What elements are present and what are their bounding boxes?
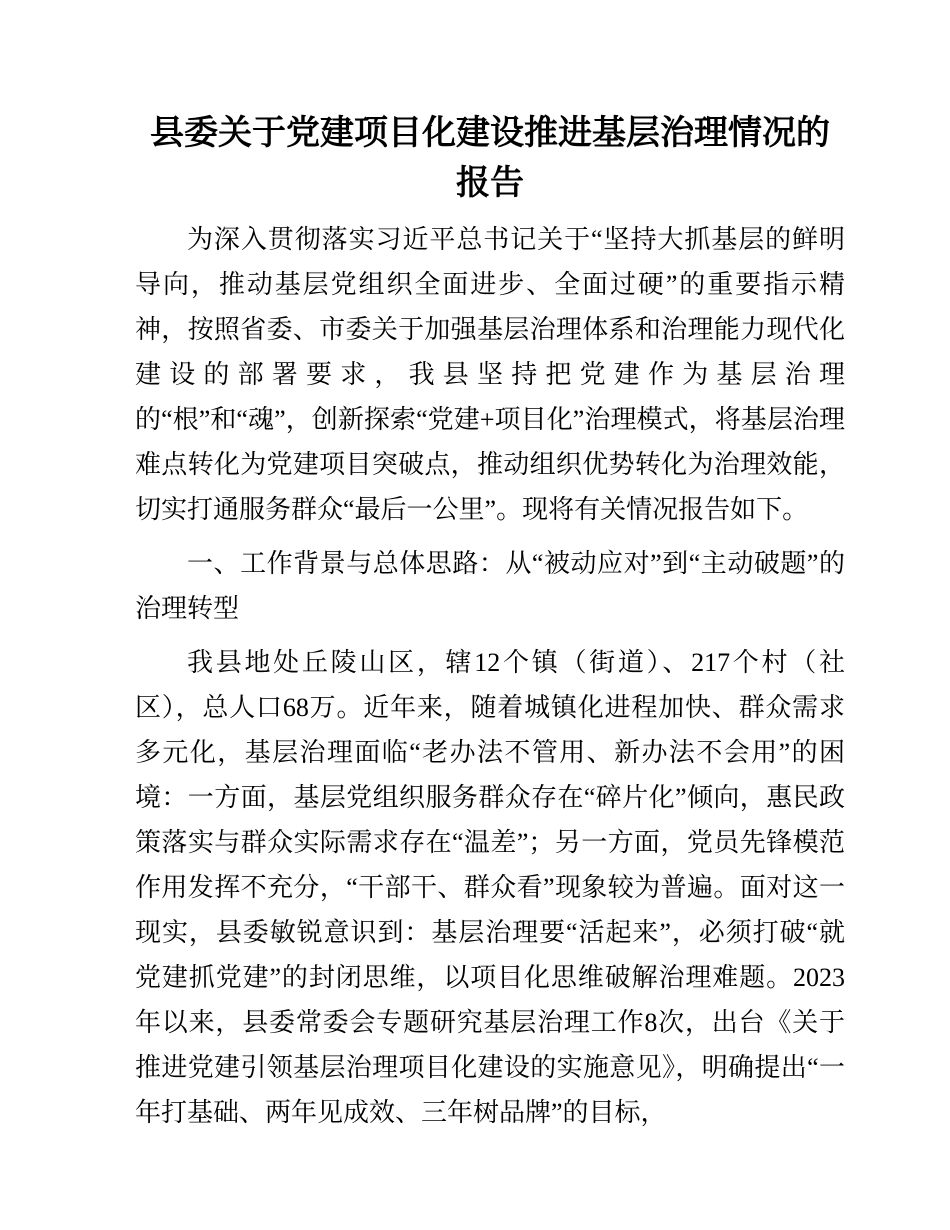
section-heading: 一、工作背景与总体思路：从“被动应对”到“主动破题”的治理转型 <box>135 549 845 623</box>
document-title: 县委关于党建项目化建设推进基层治理情况的报告 <box>150 114 830 202</box>
body-paragraph: 我县地处丘陵山区，辖12个镇（街道）、217个村（社区），总人口68万。近年来，随着城镇化进程加快、群众需求多元化，基层治理面临“老办法不管用、新办法不会用”的困境：一方面，基层党组织服务群众存在“碎片化”倾向，惠民政策落实与群众实际需求存在“温差”；另一方面，党员先锋模范作用发挥不充分，“干部干、群众看”现象较为普遍。面对这一现实，县委敏锐意识到：基层治理要“活起来”，必须打破“就党建抓党建”的封闭思维，以项目化思维破解治理难题。2023年以来，县委常委会专题研究基层治理工作8次，出台《关于推进党建引领基层治理项目化建设的实施意见》，明确提出“一年打基础、两年见成效、三年树品牌”的目标， <box>135 648 845 1127</box>
body-paragraph: 为深入贯彻落实习近平总书记关于“坚持大抓基层的鲜明导向，推动基层党组织全面进步、全面过硬”的重要指示精神，按照省委、市委关于加强基层治理体系和治理能力现代化建设的部署要求，我县坚持把党建作为基层治理的“根”和“魂”，创新探索“党建+项目化”治理模式，将基层治理难点转化为党建项目突破点，推动组织优势转化为治理效能，切实打通服务群众“最后一公里”。现将有关情况报告如下。 <box>135 225 845 524</box>
document-body <box>135 217 845 1135</box>
